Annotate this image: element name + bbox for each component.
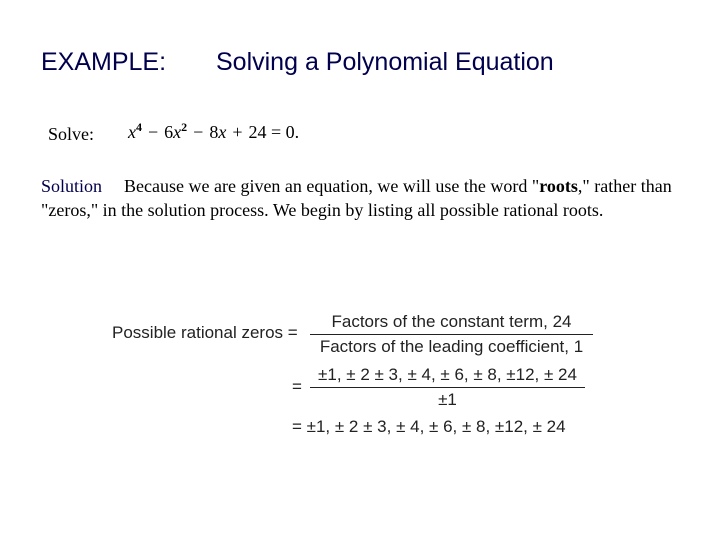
rational-zeros-list: = ±1, ± 2 ± 3, ± 4, ± 6, ± 8, ±12, ± 24 — [292, 417, 566, 436]
equals-sign: = — [292, 377, 302, 396]
var-x: x — [218, 122, 227, 142]
var-x: x — [128, 122, 136, 142]
fraction-2-bar — [310, 387, 585, 388]
fraction-2-denominator: ±1 — [438, 390, 457, 409]
exponent-2: 2 — [181, 120, 188, 134]
polynomial-equation — [128, 120, 300, 142]
solution-text-1: Because we are given an equation, we will use the word " — [124, 176, 540, 196]
solve-label: Solve: — [48, 124, 95, 144]
coefficient-8: 8 — [209, 122, 219, 142]
operator-plus: + — [232, 122, 243, 142]
fraction-1-numerator: Factors of the constant term, 24 — [331, 312, 572, 331]
solution-text-2: ," rather than "zeros," in the solution process. We begin by listing all possible rational roots. — [41, 176, 672, 220]
solution-paragraph — [41, 174, 681, 222]
slide-title: Solving a Polynomial Equation — [216, 48, 554, 76]
equation-lhs: Possible rational zeros = — [112, 323, 298, 342]
fraction-2-numerator: ±1, ± 2 ± 3, ± 4, ± 6, ± 8, ±12, ± 24 — [318, 365, 577, 384]
roots-word: roots — [539, 176, 578, 196]
fraction-1-bar — [310, 334, 593, 335]
exponent-4: 4 — [136, 120, 142, 134]
coefficient-6: 6 — [164, 122, 174, 142]
operator-minus: − — [148, 122, 159, 142]
operator-minus: − — [193, 122, 204, 142]
example-label: EXAMPLE: — [41, 48, 167, 76]
var-x: x — [173, 122, 182, 142]
fraction-1-denominator: Factors of the leading coefficient, 1 — [319, 337, 584, 356]
equation-rhs: 24 = 0. — [248, 122, 300, 142]
solution-label: Solution — [41, 176, 103, 196]
